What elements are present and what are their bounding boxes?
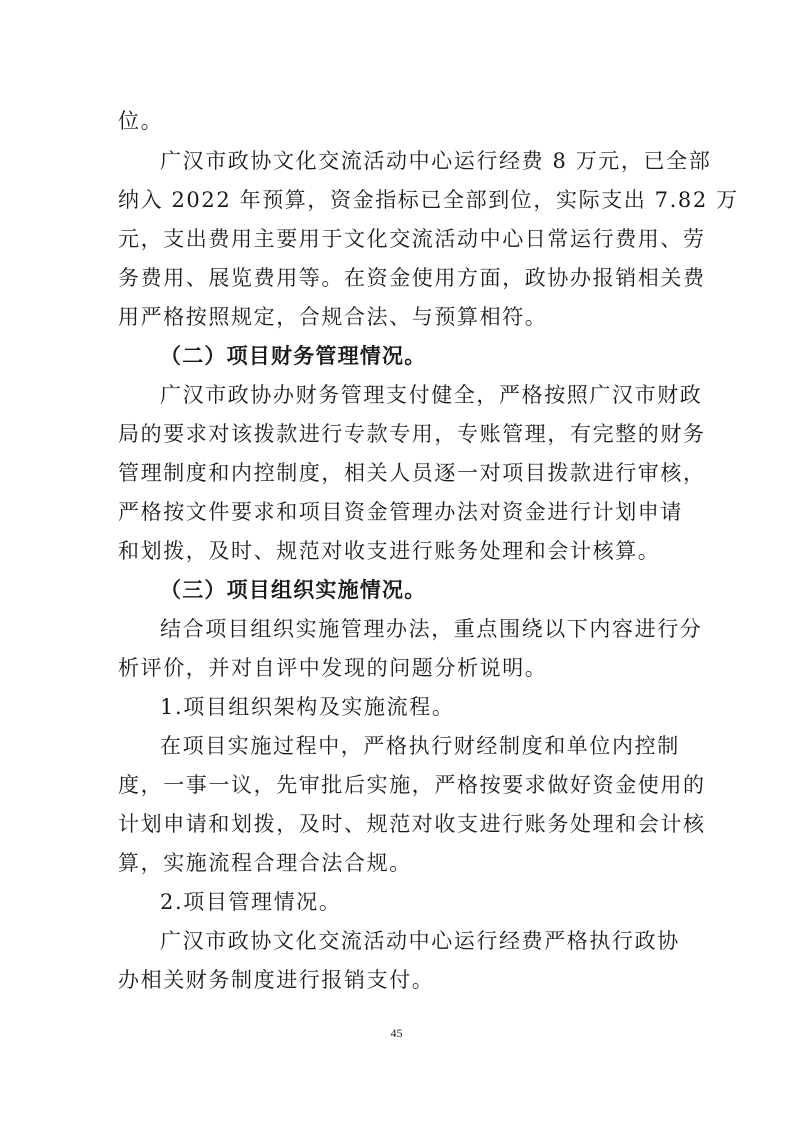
paragraph-line: 纳入 2022 年预算，资金指标已全部到位，实际支出 7.82 万 (118, 188, 739, 212)
paragraph-line: 广汉市政协文化交流活动中心运行经费 8 万元，已全部 (160, 149, 712, 173)
paragraph-line: 管理制度和内控制度，相关人员逐一对项目拨款进行审核， (118, 461, 706, 485)
page-number: 45 (390, 1026, 403, 1040)
paragraph-line: 广汉市政协办财务管理支付健全，严格按照广汉市财政 (160, 383, 703, 407)
paragraph-line: 用严格按照规定，合规合法、与预算相符。 (118, 305, 548, 329)
paragraph-line: 广汉市政协文化交流活动中心运行经费严格执行政协 (160, 929, 680, 953)
paragraph-line: 和划拨，及时、规范对收支进行账务处理和会计核算。 (118, 539, 661, 563)
paragraph-line: 元，支出费用主要用于文化交流活动中心日常运行费用、劳 (118, 227, 706, 251)
paragraph-line: 计划申请和划拨，及时、规范对收支进行账务处理和会计核 (118, 812, 706, 836)
paragraph-line: 在项目实施过程中，严格执行财经制度和单位内控制 (160, 734, 680, 758)
paragraph-line: 析评价，并对自评中发现的问题分析说明。 (118, 656, 548, 680)
paragraph-line: 度，一事一议，先审批后实施，严格按要求做好资金使用的 (118, 773, 706, 797)
paragraph-line: 严格按文件要求和项目资金管理办法对资金进行计划申请 (118, 500, 683, 524)
subsection-heading: 2.项目管理情况。 (160, 890, 342, 914)
paragraph-line: 局的要求对该拨款进行专款专用，专账管理，有完整的财务 (118, 422, 706, 446)
paragraph-line: 算，实施流程合理合法合规。 (118, 851, 412, 875)
paragraph-line: 办相关财务制度进行报销支付。 (118, 968, 435, 992)
paragraph-line: 结合项目组织实施管理办法，重点围绕以下内容进行分 (160, 617, 703, 641)
section-heading: （二）项目财务管理情况。 (160, 344, 427, 368)
paragraph-line: 位。 (118, 109, 164, 133)
section-heading: （三）项目组织实施情况。 (160, 578, 427, 602)
subsection-heading: 1.项目组织架构及实施流程。 (160, 695, 455, 719)
paragraph-line: 务费用、展览费用等。在资金使用方面，政协办报销相关费 (118, 266, 706, 290)
